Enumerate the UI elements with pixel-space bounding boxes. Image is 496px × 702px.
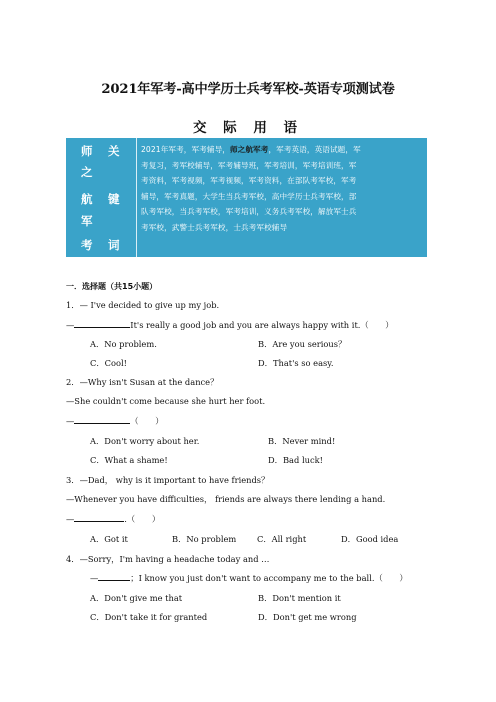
- question-2-reply: —She couldn't come because she hurt her foot.: [66, 396, 266, 406]
- label-char: 关: [108, 144, 120, 158]
- option-a: A．Got it: [90, 534, 128, 544]
- keyword-line: 考复习，考军校辅导，军考辅导班，军考培训，军考培训班，军: [141, 160, 357, 170]
- question-1-reply: [66, 319, 394, 331]
- label-char: 键: [108, 192, 120, 206]
- label-char: 词: [108, 238, 120, 252]
- option-d: D．Good idea: [341, 534, 399, 544]
- keyword-line: 2021年军考，军考辅导，: [141, 145, 230, 154]
- page-title: 2021年军考-高中学历士兵考军校-英语专项测试卷: [101, 82, 395, 97]
- option-b: B．Never mind!: [268, 436, 336, 446]
- keyword-line: 辅导，军考真题，大学生当兵考军校，高中学历士兵考军校，部: [141, 191, 357, 201]
- section-title: 交 际 用 语: [192, 120, 304, 136]
- label-char: 航: [81, 192, 93, 206]
- question-4-prompt: 4．—Sorry，I'm having a headache today and …: [66, 554, 270, 564]
- answer-blank: [98, 572, 130, 581]
- option-c: C．What a shame!: [90, 455, 168, 465]
- keyword-highlight: 师之航军考: [229, 145, 269, 154]
- option-d: D．That's so easy.: [258, 358, 334, 368]
- label-char: 军: [81, 214, 93, 228]
- question-3-reply: —Whenever you have difficulties， friends are always there lending a hand.: [66, 494, 386, 504]
- question-3-response: [66, 513, 160, 525]
- reply-text: ；I know you just don't want to accompany me to the ball.（ ）: [130, 573, 408, 583]
- dash: —: [66, 320, 75, 330]
- question-4-reply: [90, 572, 408, 584]
- question-2-response: [66, 415, 164, 427]
- option-c: C．All right: [257, 534, 307, 544]
- section-heading: 一．选择题（共15小题）: [66, 282, 158, 291]
- answer-blank: [74, 319, 130, 328]
- answer-paren: .（ ）: [124, 514, 161, 524]
- dash: —: [66, 514, 75, 524]
- option-b: B．Don't mention it: [258, 593, 341, 603]
- option-b: B．No problem: [172, 534, 237, 544]
- option-a: A．Don't give me that: [90, 593, 183, 603]
- option-d: D．Don't get me wrong: [258, 612, 357, 622]
- label-char: 师: [81, 144, 93, 158]
- keyword-line: ，军考英语，英语试题，军: [268, 145, 361, 154]
- keyword-line: 队考军校，当兵考军校，军考培训，义务兵考军校，解放军士兵: [141, 207, 357, 217]
- question-1-prompt: 1．— I've decided to give up my job.: [66, 300, 220, 310]
- keywords-label: [66, 138, 136, 257]
- keyword-line: 考军校，武警士兵考军校，士兵考军校辅导: [141, 222, 288, 232]
- option-a: A．Don't worry about her.: [90, 436, 200, 446]
- keyword-line: 考资料，军考视频，军考视频，军考资料，在部队考军校，军考: [141, 176, 357, 186]
- keywords-box: [66, 138, 427, 257]
- option-c: C．Cool!: [90, 358, 127, 368]
- label-char: 考: [81, 238, 93, 252]
- question-3-prompt: 3．—Dad， why is it important to have friends？: [66, 475, 270, 485]
- option-b: B．Are you serious？: [258, 339, 347, 349]
- answer-blank: [74, 415, 130, 424]
- dash: —: [90, 573, 99, 583]
- label-char: 之: [81, 165, 93, 179]
- reply-text: It's really a good job and you are always happy with it.（ ）: [130, 320, 394, 330]
- dash: —: [66, 416, 75, 426]
- keywords-text: [137, 138, 427, 257]
- option-a: A．No problem.: [90, 339, 157, 349]
- option-c: C．Don't take it for granted: [90, 612, 208, 622]
- option-d: D．Bad luck!: [268, 455, 323, 465]
- question-2-prompt: 2．—Why isn't Susan at the dance？: [66, 377, 219, 387]
- answer-blank: [74, 513, 124, 522]
- answer-paren: （ ）: [130, 416, 164, 426]
